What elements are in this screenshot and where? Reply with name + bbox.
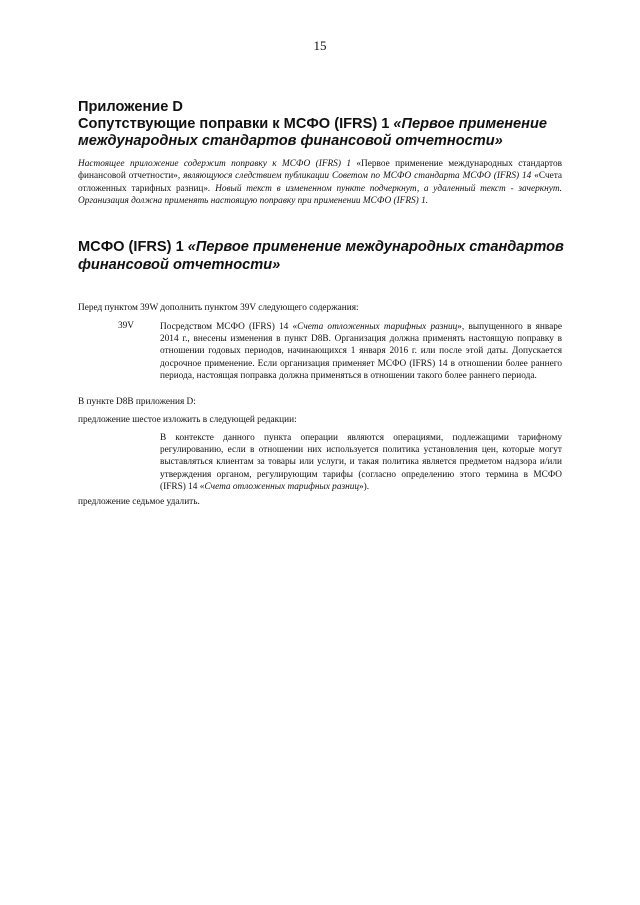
intro-text-5: . Новый текст в измененном пункте подчеркнут, а удаленный текст - зачеркнут. Организация должна применять настоящую поправку при применении МСФО (IFRS) 1. <box>78 183 562 207</box>
intro-text-3: , являющуюся следствием публикации Советом по МСФО стандарта МСФО (IFRS) 14 <box>177 171 535 182</box>
section-heading-italic: «Первое применение международных стандартов финансовой отчетности» <box>78 239 564 273</box>
replacement-sentence <box>160 432 562 493</box>
page-number: 15 <box>313 38 327 53</box>
paragraph-label-39v: 39V <box>118 321 135 331</box>
paragraph-39v-text-2: », выпущенного в январе 2014 г., внесены изменения в пункт D8B. Организация должна применять настоящую поправку в отношении годовых периодов, начинающихся 1 января 2016 г. или после этой даты. Допускается досрочное применение. Если организация применяет МСФО (IFRS) 14 в отношении более раннего периода, настоящая поправка должна применяться в отношении такого более раннего периода. <box>160 322 562 381</box>
intro-paragraph <box>78 158 562 208</box>
appendix-subtitle-italic: «Первое применение международных стандартов финансовой отчетности» <box>78 116 548 149</box>
instruction-sentence-six: предложение шестое изложить в следующей редакции: <box>78 415 297 425</box>
paragraph-39v <box>160 321 562 382</box>
paragraph-39v-standard-name: Счета отложенных тарифных разниц <box>297 322 458 332</box>
paragraph-39v-text-1: Посредством МСФО (IFRS) 14 « <box>160 322 298 332</box>
section-heading-plain: МСФО (IFRS) 1 <box>78 239 188 255</box>
intro-text-1: Настоящее приложение содержит поправку к МСФО (IFRS) 1 <box>78 159 357 169</box>
appendix-title: Приложение D <box>78 99 183 115</box>
instruction-sentence-seven: предложение седьмое удалить. <box>78 497 200 507</box>
intro-text-4: «Счета отложенных тарифных разниц» <box>78 171 563 194</box>
section-heading <box>78 238 578 274</box>
appendix-heading <box>78 99 578 150</box>
appendix-subtitle-plain: Сопутствующие поправки к МСФО (IFRS) 1 <box>78 116 394 132</box>
appendix-subtitle <box>78 116 578 150</box>
intro-text-2: «Первое применение международных стандартов финансовой отчетности» <box>78 159 562 182</box>
instruction-d8b: В пункте D8B приложения D: <box>78 397 196 407</box>
instruction-39w: Перед пунктом 39W дополнить пунктом 39V следующего содержания: <box>78 303 359 313</box>
replacement-standard-name: Счета отложенных тарифных разниц <box>204 481 360 492</box>
replacement-text-2: »). <box>359 481 370 492</box>
replacement-text-1: В контексте данного пункта операции являются операциями, подлежащими тарифному регулированию, если в отношении них используется политика установления цен, которые могут выставляться клиентам за товары или услуги, и такая политика является предметом надзора и/или утверждения органом, регулирующим тарифы (согласно определению этого термина в МСФО (IFRS) 14 « <box>160 433 562 492</box>
